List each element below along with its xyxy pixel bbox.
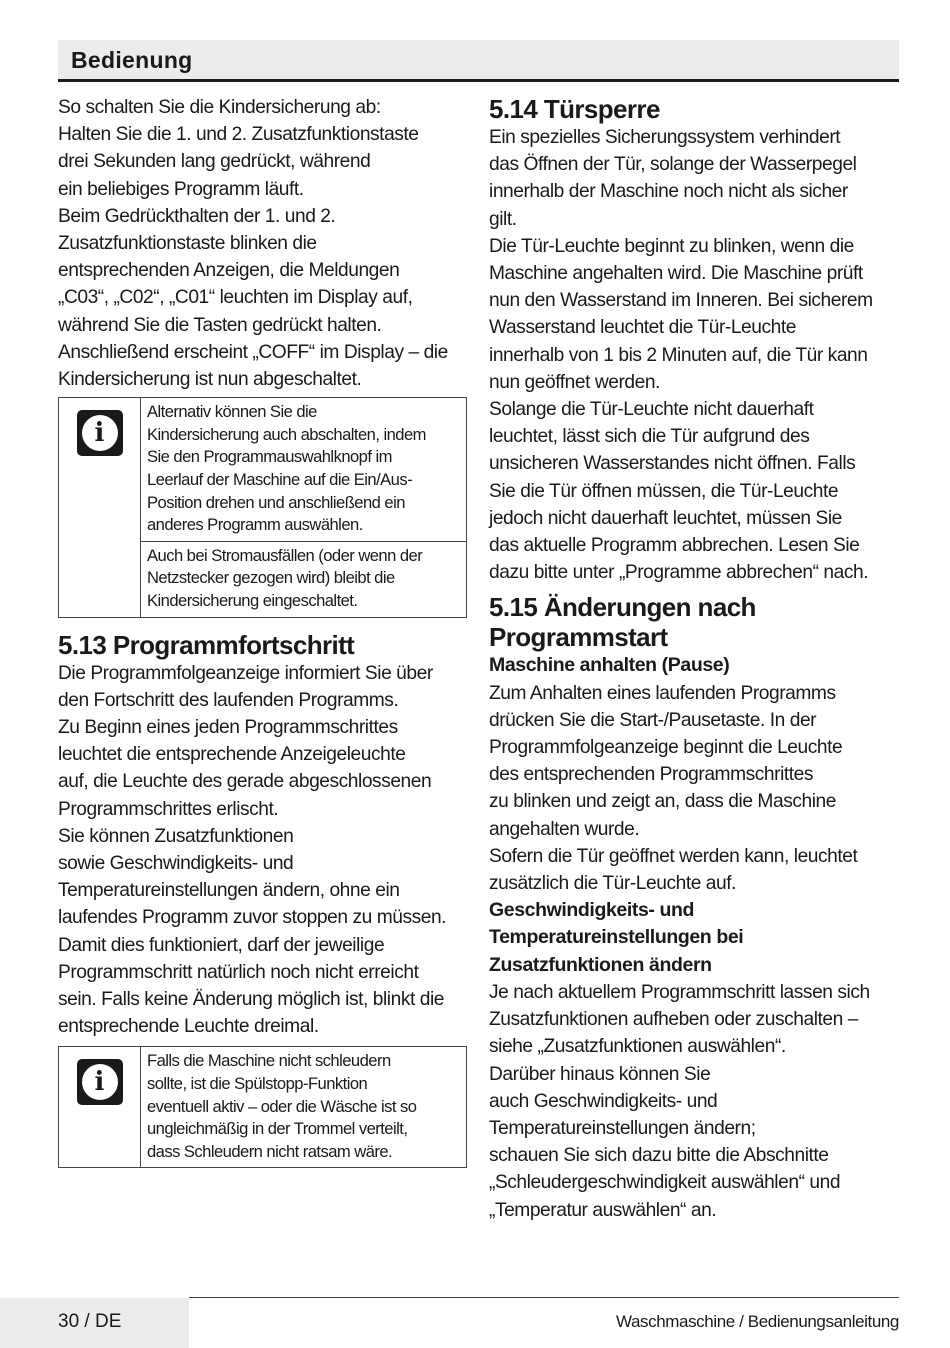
- text-line: siehe „Zusatzfunktionen auswählen“.: [489, 1036, 786, 1058]
- text-line: laufendes Programm zuvor stoppen zu müssen.: [58, 907, 447, 929]
- text-line: „C03“, „C02“, „C01“ leuchten im Display auf,: [58, 287, 413, 309]
- text-line: entsprechenden Anzeigen, die Meldungen: [58, 260, 400, 282]
- text-line: Temperatureinstellungen ändern;: [489, 1117, 756, 1139]
- text-line: Maschine angehalten wird. Die Maschine prüft: [489, 263, 863, 285]
- text-line: Zum Anhalten eines laufenden Programms: [489, 682, 836, 704]
- text-line: Programmschrittes erlischt.: [58, 798, 279, 820]
- info-note-child-lock: [58, 397, 467, 617]
- text-line: leuchtet die entsprechende Anzeigeleuchte: [58, 744, 406, 766]
- text-line: „Schleudergeschwindigkeit auswählen“ und: [489, 1172, 841, 1194]
- note-line: dass Schleudern nicht ratsam wäre.: [147, 1141, 393, 1161]
- text-line: Darüber hinaus können Sie: [489, 1063, 711, 1085]
- info-note-spin: [58, 1046, 467, 1168]
- text-line: unsicheren Wasserstandes nicht öffnen. Falls: [489, 453, 856, 475]
- text-line: Die Programmfolgeanzeige informiert Sie über: [58, 662, 433, 684]
- text-line: Zu Beginn eines jeden Programmschrittes: [58, 716, 398, 738]
- info-icon: i: [77, 410, 123, 456]
- note-line: Netzstecker gezogen wird) bleibt die: [147, 568, 395, 588]
- text-line: Sofern die Tür geöffnet werden kann, leuchtet: [489, 845, 858, 867]
- heading-line: 5.15 Änderungen nach: [489, 592, 756, 623]
- right-column: [489, 94, 899, 1224]
- text-line: während Sie die Tasten gedrückt halten.: [58, 314, 382, 336]
- text-line: Temperatureinstellungen ändern, ohne ein: [58, 880, 400, 902]
- text-line: „Temperatur auswählen“ an.: [489, 1199, 717, 1221]
- text-line: auch Geschwindigkeits- und: [489, 1090, 718, 1112]
- note-line: Sie den Programmauswahlknopf im: [147, 447, 392, 467]
- note-line: Leerlauf der Maschine auf die Ein/Aus-: [147, 470, 413, 490]
- text-line: Programmschritt natürlich noch nicht erreicht: [58, 961, 419, 983]
- note-icon-cell: [59, 1047, 141, 1167]
- text-line: nun geöffnet werden.: [489, 371, 660, 393]
- text-line: gilt.: [489, 208, 517, 230]
- text-line: jedoch nicht dauerhaft leuchtet, müssen Sie: [489, 507, 842, 529]
- text-line: Zusatzfunktionstaste blinken die: [58, 233, 317, 255]
- subheading-line: Zusatzfunktionen ändern: [489, 953, 712, 976]
- note-texts: [141, 398, 466, 616]
- note-line: Alternativ können Sie die: [147, 402, 317, 422]
- note-line: sollte, ist die Spülstopp-Funktion: [147, 1074, 368, 1094]
- text-line: Sie die Tür öffnen müssen, die Tür-Leuchte: [489, 480, 839, 502]
- text-line: Ein spezielles Sicherungssystem verhindert: [489, 127, 841, 148]
- note-text-alternative: [141, 398, 466, 541]
- text-line: angehalten wurde.: [489, 818, 640, 840]
- text-line: Beim Gedrückthalten der 1. und 2.: [58, 205, 336, 227]
- text-line: Halten Sie die 1. und 2. Zusatzfunktionstaste: [58, 124, 419, 146]
- note-line: Kindersicherung eingeschaltet.: [147, 590, 358, 610]
- text-line: sowie Geschwindigkeits- und: [58, 853, 294, 874]
- text-line: innerhalb von 1 bis 2 Minuten auf, die Tür kann: [489, 344, 868, 366]
- child-lock-off-paragraph: [58, 94, 468, 393]
- note-line: Position drehen und anschließend ein: [147, 492, 405, 512]
- text-line: So schalten Sie die Kindersicherung ab:: [58, 97, 381, 118]
- document-title: Waschmaschine / Bedienungsanleitung: [615, 1312, 899, 1331]
- subheading-pause: Maschine anhalten (Pause): [489, 654, 730, 677]
- text-line: Damit dies funktioniert, darf der jeweilige: [58, 934, 385, 956]
- text-line: sein. Falls keine Änderung möglich ist, blinkt die: [58, 989, 444, 1011]
- note-icon-cell: [59, 398, 141, 616]
- text-line: leuchtet, lässt sich die Tür aufgrund des: [489, 426, 810, 448]
- text-line: zusätzlich die Tür-Leuchte auf.: [489, 873, 737, 895]
- text-line: Kindersicherung ist nun abgeschaltet.: [58, 369, 362, 391]
- note-line: anderes Programm auswählen.: [147, 515, 363, 535]
- text-line: Die Tür-Leuchte beginnt zu blinken, wenn die: [489, 235, 854, 257]
- text-line: das Öffnen der Tür, solange der Wasserpegel: [489, 154, 857, 176]
- page-header: [58, 40, 899, 82]
- heading-5-15: [489, 592, 899, 652]
- note-line: Kindersicherung auch abschalten, indem: [147, 424, 426, 444]
- text-line: drei Sekunden lang gedrückt, während: [58, 151, 371, 173]
- text-line: Programmfolgeanzeige beginnt die Leuchte: [489, 737, 843, 759]
- text-line: Je nach aktuellem Programmschritt lassen sich: [489, 981, 870, 1003]
- note-line: Auch bei Stromausfällen (oder wenn der: [147, 545, 423, 565]
- text-line: ein beliebiges Programm läuft.: [58, 178, 304, 200]
- footer-divider: [189, 1297, 899, 1298]
- note-text-spin: [141, 1047, 466, 1167]
- note-texts: [141, 1047, 466, 1167]
- subheading-line: Geschwindigkeits- und: [489, 899, 695, 922]
- subheading-speed-temperature: [489, 897, 899, 979]
- text-line: das aktuelle Programm abbrechen. Lesen Sie: [489, 535, 860, 557]
- text-line: Solange die Tür-Leuchte nicht dauerhaft: [489, 399, 814, 421]
- program-progress-paragraph: [58, 660, 468, 1041]
- heading-5-14: 5.14 Türsperre: [489, 94, 660, 124]
- note-line: Falls die Maschine nicht schleudern: [147, 1051, 391, 1071]
- left-column: [58, 94, 468, 1168]
- text-line: des entsprechenden Programmschrittes: [489, 764, 814, 786]
- text-line: schauen Sie sich dazu bitte die Abschnitte: [489, 1145, 829, 1167]
- text-line: dazu bitte unter „Programme abbrechen“ nach.: [489, 562, 869, 584]
- note-text-power-failure: [141, 541, 466, 617]
- speed-temperature-paragraph: [489, 979, 899, 1224]
- section-title: Bedienung: [71, 47, 193, 73]
- text-line: auf, die Leuchte des gerade abgeschlossenen: [58, 771, 432, 793]
- subheading-line: Temperatureinstellungen bei: [489, 926, 744, 949]
- heading-5-13: 5.13 Programmfortschritt: [58, 629, 355, 660]
- note-line: ungleichmäßig in der Trommel verteilt,: [147, 1119, 408, 1139]
- info-icon: i: [77, 1059, 123, 1105]
- text-line: Sie können Zusatzfunktionen: [58, 825, 294, 847]
- heading-line: Programmstart: [489, 622, 668, 653]
- text-line: Zusatzfunktionen aufheben oder zuschalten –: [489, 1009, 858, 1031]
- text-line: Anschließend erscheint „COFF“ im Display – die: [58, 341, 448, 363]
- pause-paragraph: [489, 680, 899, 898]
- text-line: drücken Sie die Start-/Pausetaste. In der: [489, 709, 817, 731]
- note-line: eventuell aktiv – oder die Wäsche ist so: [147, 1096, 417, 1116]
- text-line: nun den Wasserstand im Inneren. Bei sicherem: [489, 290, 873, 312]
- text-line: zu blinken und zeigt an, dass die Maschine: [489, 791, 836, 813]
- text-line: Wasserstand leuchtet die Tür-Leuchte: [489, 317, 796, 339]
- door-lock-paragraph: [489, 124, 899, 586]
- text-line: den Fortschritt des laufenden Programms.: [58, 689, 399, 711]
- text-line: entsprechende Leuchte dreimal.: [58, 1016, 319, 1038]
- page-number: 30 / DE: [58, 1311, 122, 1332]
- text-line: innerhalb der Maschine noch nicht als sicher: [489, 181, 848, 203]
